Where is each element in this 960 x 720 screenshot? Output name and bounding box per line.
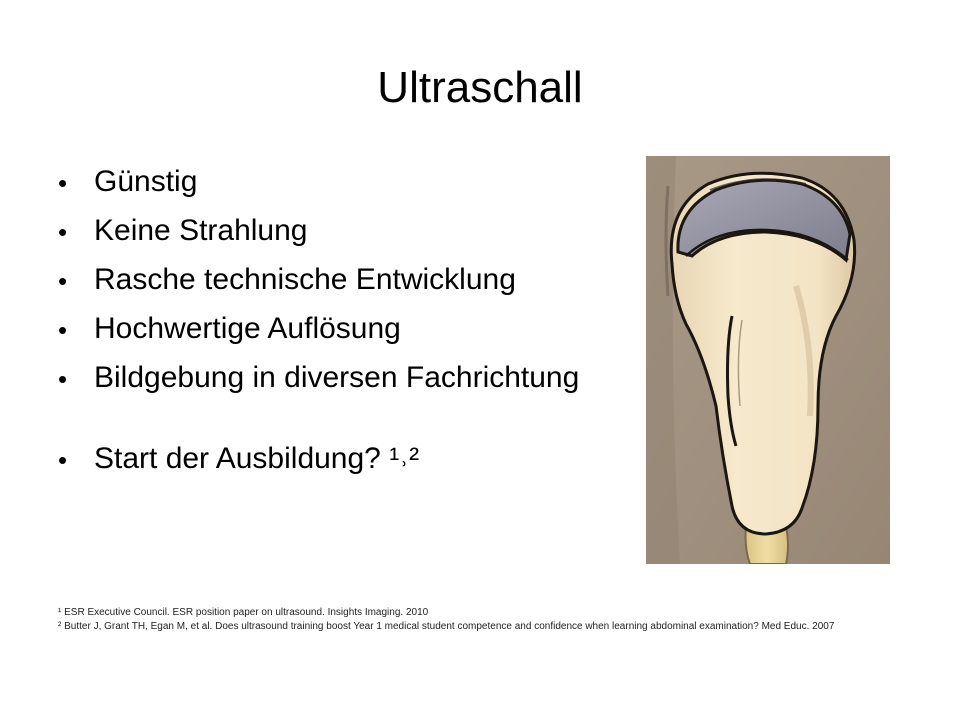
bullet-text: Hochwertige Auflösung — [94, 312, 401, 345]
bullet-dot: • — [58, 315, 68, 345]
bullet-text: Günstig — [94, 165, 198, 198]
footnote-2: ² Butter J, Grant TH, Egan M, et al. Does ultrasound training boost Year 1 medical student competence and confidence when learning abdominal examination? Med Educ. 2007 — [58, 621, 835, 632]
bullet-text: Bildgebung in diversen Fachrichtung — [94, 361, 580, 394]
bullet-dot: • — [58, 168, 68, 198]
bullet-dot: • — [58, 217, 68, 247]
bullet-item — [58, 313, 628, 345]
bullet-text: Keine Strahlung — [94, 214, 308, 247]
ultrasound-probe-illustration — [646, 156, 890, 564]
bullet-dot: • — [58, 266, 68, 296]
bullet-item — [58, 362, 628, 394]
bullet-list — [58, 166, 628, 492]
bullet-item — [58, 166, 628, 198]
footnote-1: ¹ ESR Executive Council. ESR position paper on ultrasound. Insights Imaging. 2010 — [58, 607, 429, 618]
bullet-text: Start der Ausbildung? ¹˒² — [94, 442, 420, 475]
bullet-dot: • — [58, 445, 68, 475]
slide-title: Ultraschall — [377, 63, 583, 112]
bullet-item — [58, 443, 628, 475]
bullet-text: Rasche technische Entwicklung — [94, 263, 516, 296]
ultrasound-probe-photo — [646, 156, 890, 564]
bullet-dot: • — [58, 364, 68, 394]
bullet-item — [58, 264, 628, 296]
footnotes — [58, 606, 908, 634]
bullet-item — [58, 215, 628, 247]
